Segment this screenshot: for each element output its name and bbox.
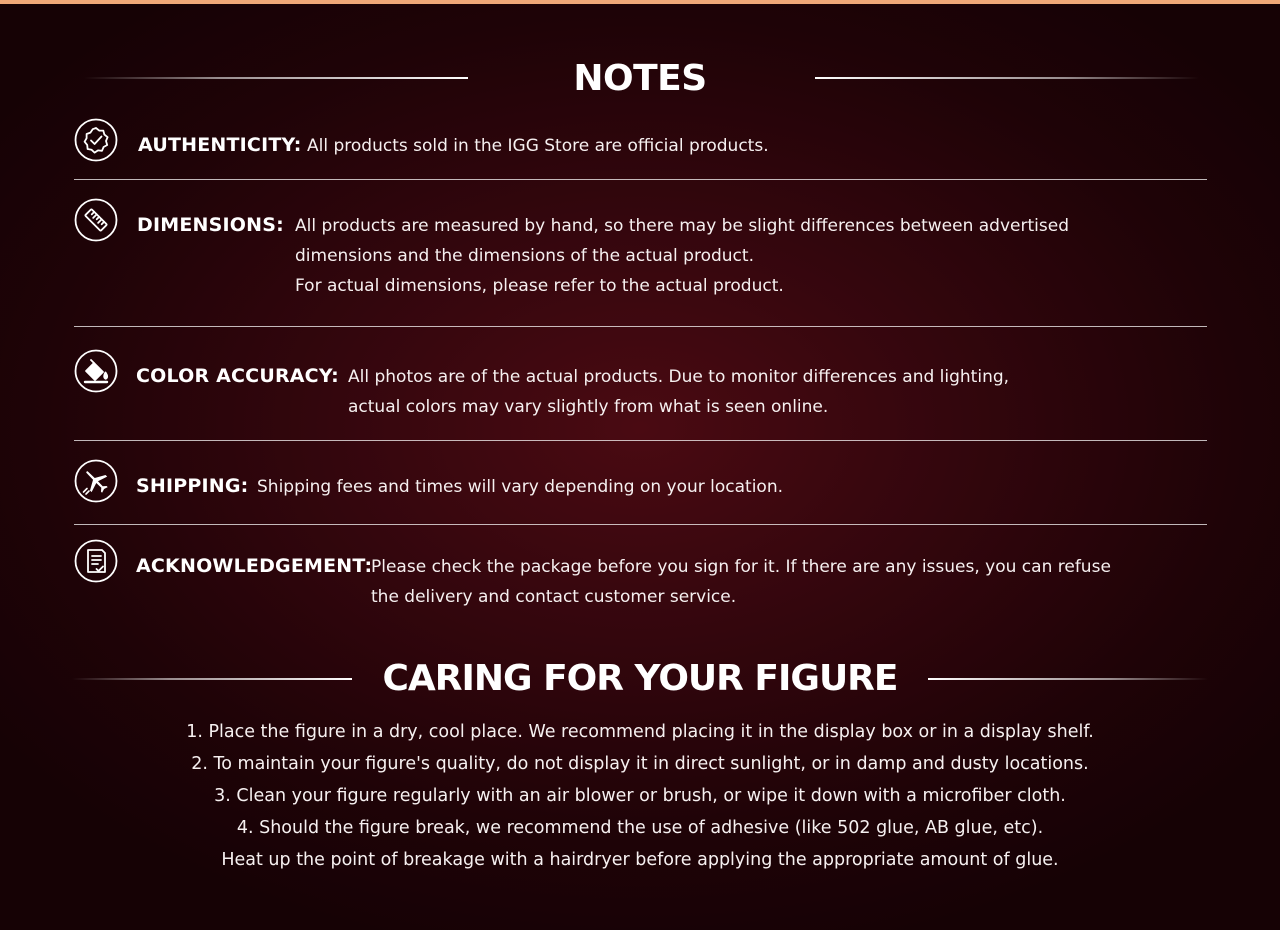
paint-bucket-icon bbox=[74, 349, 118, 393]
notes-title: NOTES bbox=[573, 58, 707, 99]
ruler-icon bbox=[74, 198, 118, 242]
care-instruction: 3. Clean your figure regularly with an air blower or brush, or wipe it down with a microfiber cloth. bbox=[214, 786, 1066, 806]
authenticity-label: AUTHENTICITY: bbox=[138, 134, 302, 156]
dimensions-text bbox=[295, 211, 1069, 301]
care-instruction: Heat up the point of breakage with a hairdryer before applying the appropriate amount of glue. bbox=[221, 850, 1059, 870]
care-title: CARING FOR YOUR FIGURE bbox=[382, 658, 898, 699]
dimensions-label: DIMENSIONS: bbox=[137, 214, 284, 236]
notes-title-right-line bbox=[815, 77, 1199, 79]
color-accuracy-text bbox=[348, 362, 1009, 422]
dimensions-text-line: All products are measured by hand, so there may be slight differences between advertised bbox=[295, 216, 1069, 236]
care-instruction: 1. Place the figure in a dry, cool place. We recommend placing it in the display box or in a display shelf. bbox=[186, 722, 1094, 742]
notes-divider-3 bbox=[74, 440, 1207, 441]
checklist-icon bbox=[74, 539, 118, 583]
notes-divider-4 bbox=[74, 524, 1207, 525]
notes-divider-1 bbox=[74, 179, 1207, 180]
authenticity-text-line: All products sold in the IGG Store are official products. bbox=[307, 136, 769, 156]
verified-badge-icon bbox=[74, 118, 118, 162]
care-title-right-line bbox=[928, 678, 1208, 680]
color-accuracy-text-line: actual colors may vary slightly from what is seen online. bbox=[348, 397, 829, 417]
color-accuracy-text-line: All photos are of the actual products. Due to monitor differences and lighting, bbox=[348, 367, 1010, 387]
acknowledgement-text-line: Please check the package before you sign for it. If there are any issues, you can refuse bbox=[371, 557, 1111, 577]
acknowledgement-text bbox=[371, 552, 1111, 612]
acknowledgement-label: ACKNOWLEDGEMENT: bbox=[136, 555, 373, 577]
shipping-text-line: Shipping fees and times will vary depending on your location. bbox=[257, 477, 784, 497]
shipping-text bbox=[257, 472, 783, 502]
dimensions-text-line: dimensions and the dimensions of the actual product. bbox=[295, 246, 754, 266]
care-instructions-list bbox=[0, 716, 1280, 876]
care-instruction: 4. Should the figure break, we recommend the use of adhesive (like 502 glue, AB glue, etc). bbox=[236, 818, 1044, 838]
dimensions-text-line: For actual dimensions, please refer to the actual product. bbox=[295, 276, 784, 296]
care-instruction: 2. To maintain your figure's quality, do not display it in direct sunlight, or in damp and dusty locations. bbox=[191, 754, 1089, 774]
acknowledgement-text-line: the delivery and contact customer service. bbox=[371, 587, 737, 607]
authenticity-text bbox=[307, 131, 769, 161]
top-accent-strip bbox=[0, 0, 1280, 4]
airplane-icon bbox=[74, 459, 118, 503]
color-accuracy-label: COLOR ACCURACY: bbox=[136, 365, 339, 387]
shipping-label: SHIPPING: bbox=[136, 475, 249, 497]
notes-divider-2 bbox=[74, 326, 1207, 327]
